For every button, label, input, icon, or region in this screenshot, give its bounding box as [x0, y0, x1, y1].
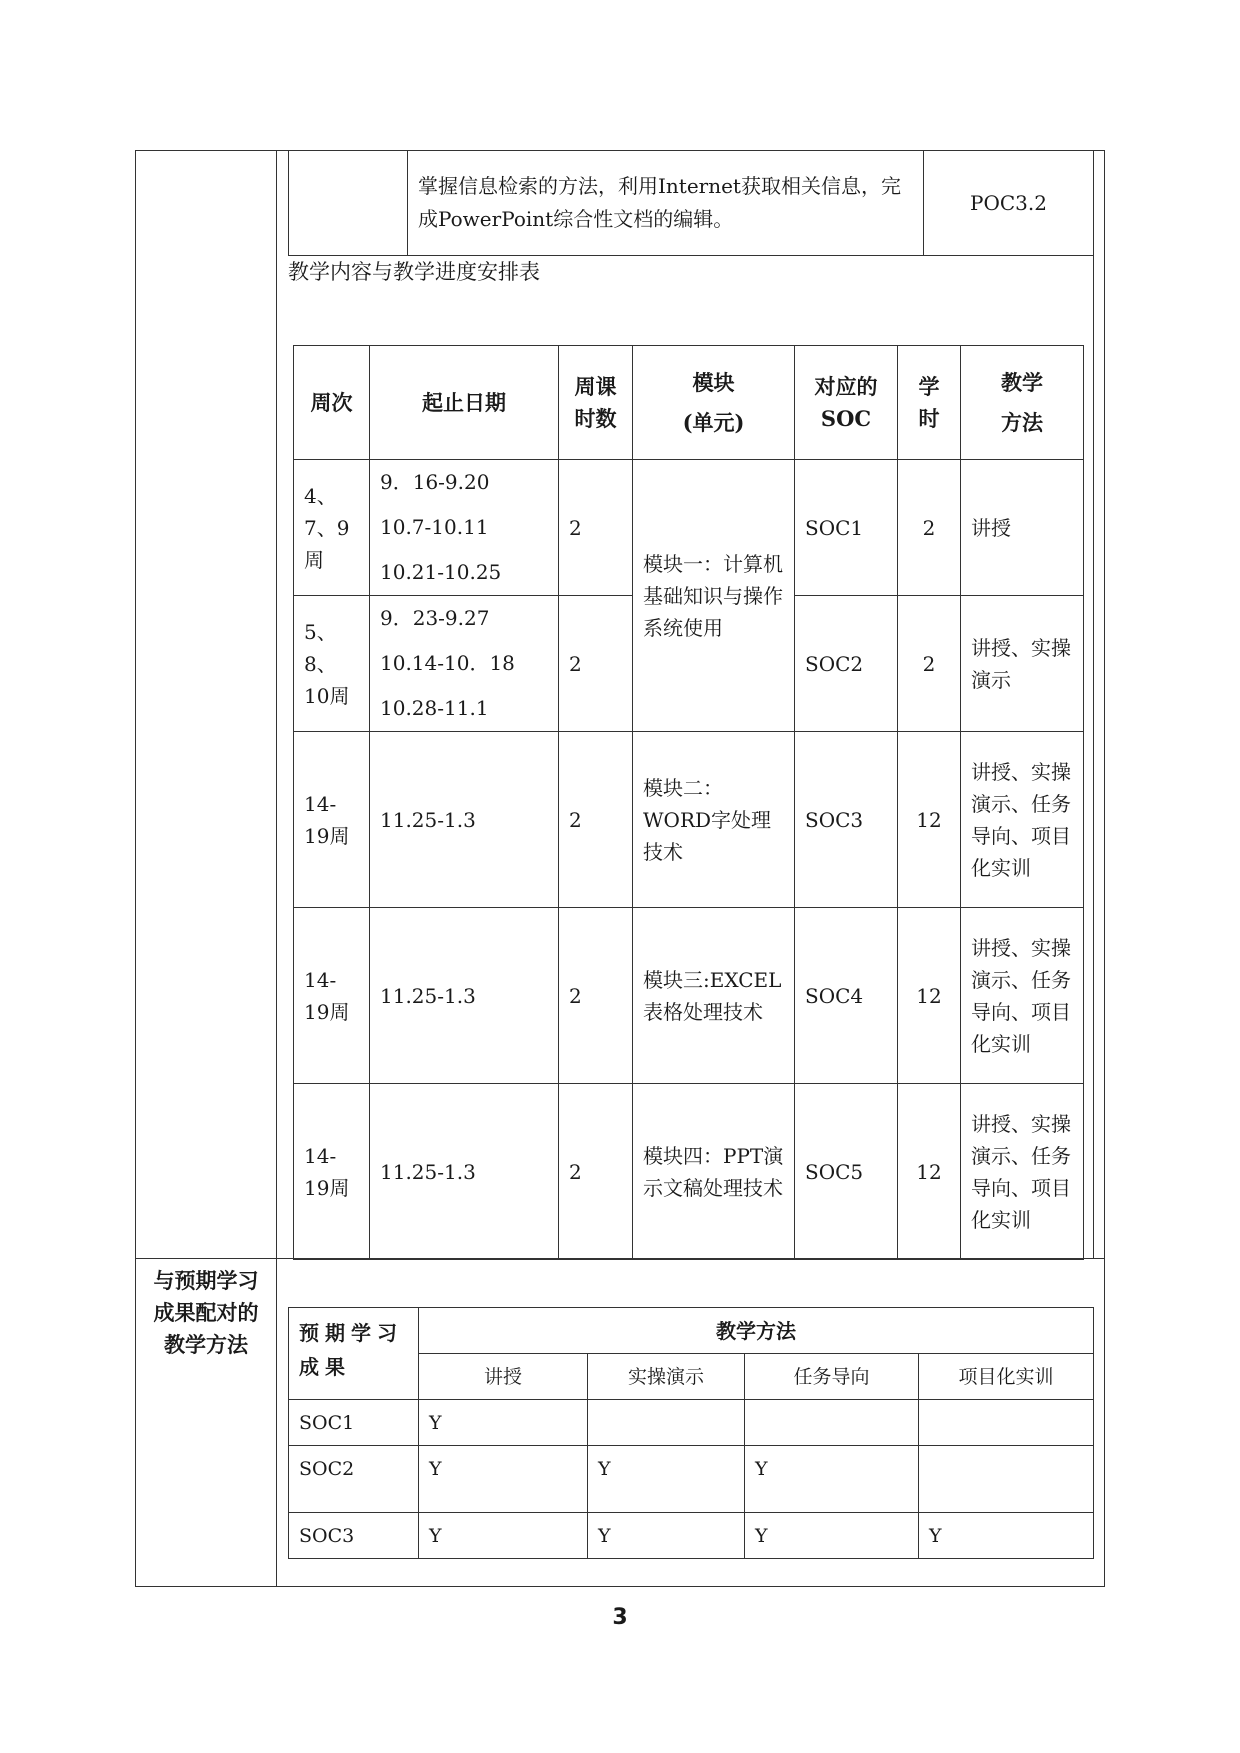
mark-cell [919, 1400, 1094, 1446]
soc-cell: SOC3 [289, 1513, 419, 1559]
credit-cell: 12 [898, 908, 961, 1084]
dates-cell: 11.25-1.3 [370, 908, 559, 1084]
header-module: 模块 (单元) [633, 346, 795, 460]
left-column-divider [276, 150, 277, 1587]
header-week: 周次 [294, 346, 370, 460]
table-row [294, 1084, 1084, 1260]
objective-text: 掌握信息检索的方法，利用Internet获取相关信息，完成PowerPoint综合性文档的编辑。 [408, 151, 924, 256]
table-header-row [289, 1308, 1094, 1354]
soc-cell: SOC4 [795, 908, 898, 1084]
header-methods: 教学方法 [419, 1308, 1094, 1354]
table-row [294, 908, 1084, 1084]
mark-cell: Y [419, 1513, 588, 1559]
hours-cell: 2 [559, 460, 633, 596]
hours-cell: 2 [559, 596, 633, 732]
table-row [294, 732, 1084, 908]
mark-cell: Y [419, 1400, 588, 1446]
module-cell: 模块一：计算机基础知识与操作系统使用 [633, 460, 795, 732]
method-cell: 讲授、实操演示 [961, 596, 1084, 732]
soc-cell: SOC1 [795, 460, 898, 596]
dates-cell: 11.25-1.3 [370, 1084, 559, 1260]
hours-cell: 2 [559, 1084, 633, 1260]
week-cell: 14-19周 [294, 1084, 370, 1260]
method-col-demo: 实操演示 [588, 1354, 745, 1400]
header-outcome: 预期学习成果 [289, 1308, 419, 1400]
table-row [289, 151, 1094, 256]
method-cell: 讲授 [961, 460, 1084, 596]
soc-cell: SOC1 [289, 1400, 419, 1446]
mark-cell: Y [588, 1446, 745, 1513]
table-header-row [294, 346, 1084, 460]
header-credit-hours: 学 时 [898, 346, 961, 460]
mark-cell: Y [919, 1513, 1094, 1559]
header-soc: 对应的 SOC [795, 346, 898, 460]
week-cell: 4、7、9周 [294, 460, 370, 596]
module-cell: 模块四：PPT演示文稿处理技术 [633, 1084, 795, 1260]
schedule-table [293, 345, 1084, 1260]
mapping-section-label: 与预期学习成果配对的教学方法 [153, 1269, 259, 1357]
credit-cell: 12 [898, 1084, 961, 1260]
method-col-lecture: 讲授 [419, 1354, 588, 1400]
mark-cell [919, 1446, 1094, 1513]
table-row [289, 1446, 1094, 1513]
week-cell: 14-19周 [294, 908, 370, 1084]
mark-cell [588, 1400, 745, 1446]
objective-code: POC3.2 [924, 151, 1094, 256]
credit-cell: 12 [898, 732, 961, 908]
soc-cell: SOC2 [289, 1446, 419, 1513]
dates-cell: 9．16-9.20 10.7-10.11 10.21-10.25 [370, 460, 559, 596]
mark-cell: Y [745, 1446, 919, 1513]
soc-cell: SOC3 [795, 732, 898, 908]
soc-cell: SOC2 [795, 596, 898, 732]
credit-cell: 2 [898, 596, 961, 732]
credit-cell: 2 [898, 460, 961, 596]
module-cell: 模块三:EXCEL表格处理技术 [633, 908, 795, 1084]
mark-cell: Y [419, 1446, 588, 1513]
method-cell: 讲授、实操演示、任务导向、项目化实训 [961, 732, 1084, 908]
mark-cell: Y [745, 1513, 919, 1559]
hours-cell: 2 [559, 732, 633, 908]
hours-cell: 2 [559, 908, 633, 1084]
header-method: 教学 方法 [961, 346, 1084, 460]
empty-cell [289, 151, 408, 256]
week-cell: 5、8、10周 [294, 596, 370, 732]
method-col-task: 任务导向 [745, 1354, 919, 1400]
header-hours-per-week: 周课时数 [559, 346, 633, 460]
table-row [294, 460, 1084, 596]
method-cell: 讲授、实操演示、任务导向、项目化实训 [961, 908, 1084, 1084]
module-cell: 模块二：WORD字处理技术 [633, 732, 795, 908]
table-row [289, 1513, 1094, 1559]
method-mapping-table [288, 1307, 1094, 1559]
mark-cell: Y [588, 1513, 745, 1559]
mark-cell [745, 1400, 919, 1446]
week-cell: 14-19周 [294, 732, 370, 908]
page-number: 3 [612, 1605, 628, 1630]
dates-cell: 9．23-9.27 10.14-10．18 10.28-11.1 [370, 596, 559, 732]
right-inner-edge [1093, 150, 1094, 1258]
schedule-caption: 教学内容与教学进度安排表 [288, 260, 540, 284]
header-dates: 起止日期 [370, 346, 559, 460]
dates-cell: 11.25-1.3 [370, 732, 559, 908]
table-row [289, 1400, 1094, 1446]
method-cell: 讲授、实操演示、任务导向、项目化实训 [961, 1084, 1084, 1260]
soc-cell: SOC5 [795, 1084, 898, 1260]
method-col-project: 项目化实训 [919, 1354, 1094, 1400]
top-continuation-table [288, 150, 1094, 256]
